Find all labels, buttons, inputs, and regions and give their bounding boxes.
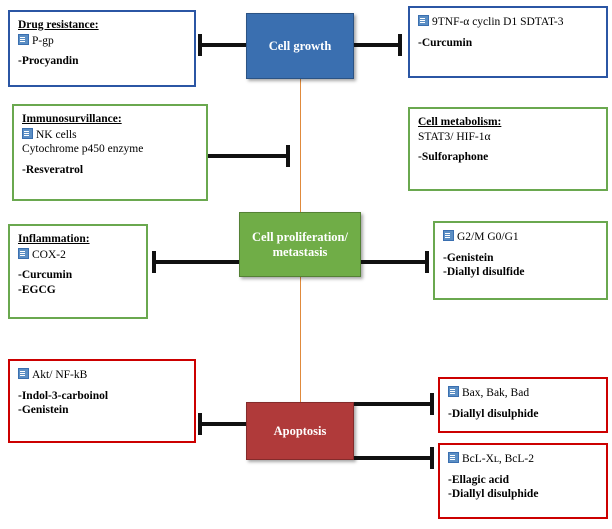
box-inflammation-heading: Inflammation: <box>18 233 90 245</box>
box-bax-target: Bax, Bak, Bad <box>448 385 598 401</box>
vertical-link-growth-to-proliferation <box>300 79 301 212</box>
box-immunosurveillance[interactable] <box>12 104 208 201</box>
box-akt-agent-1: -Indol-3-carboinol <box>18 389 109 402</box>
box-tnf-agent: -Curcumin <box>418 36 473 49</box>
vertical-link-proliferation-to-apoptosis <box>300 277 301 402</box>
box-tnf[interactable] <box>408 6 608 78</box>
box-cell-cycle-target: G2/M G0/G1 <box>443 229 598 245</box>
box-inflammation-target: COX-2 <box>18 247 138 263</box>
protein-icon <box>448 386 459 397</box>
node-apoptosis-label: Apoptosis <box>273 423 327 438</box>
box-bcl-agent-2: -Diallyl disulphide <box>448 488 539 501</box>
node-cell-proliferation[interactable] <box>239 212 361 277</box>
protein-icon <box>22 128 33 139</box>
box-cell-metabolism-agent: -Sulforaphone <box>418 151 489 164</box>
node-apoptosis[interactable] <box>246 402 354 460</box>
box-akt[interactable] <box>8 359 196 443</box>
box-drug-resistance[interactable] <box>8 10 196 87</box>
protein-icon <box>448 452 459 463</box>
box-immunosurveillance-plain: Cytochrome p450 enzyme <box>22 143 144 156</box>
box-inflammation-agent-2: -EGCG <box>18 284 56 297</box>
box-drug-resistance-agent: -Procyandin <box>18 55 79 68</box>
protein-icon <box>418 15 429 26</box>
box-akt-target: Akt/ NF-kB <box>18 367 186 383</box>
box-bax[interactable] <box>438 377 608 433</box>
box-bax-agent: -Diallyl disulphide <box>448 407 539 420</box>
box-cell-metabolism-heading: Cell metabolism: <box>418 116 502 128</box>
box-immunosurveillance-heading: Immunosurvillance: <box>22 113 122 125</box>
box-cell-metabolism[interactable] <box>408 107 608 191</box>
protein-icon <box>18 368 29 379</box>
box-bcl[interactable] <box>438 443 608 519</box>
protein-icon <box>18 248 29 259</box>
box-cell-cycle-agent-2: -Diallyl disulfide <box>443 266 525 279</box>
box-cell-cycle-agent-1: -Genistein <box>443 251 494 264</box>
node-cell-growth-label: Cell growth <box>268 38 332 53</box>
box-inflammation[interactable] <box>8 224 148 319</box>
box-immunosurveillance-agent: -Resveratrol <box>22 164 84 177</box>
box-tnf-target: 9TNF-α cyclin D1 SDTAT-3 <box>418 14 598 30</box>
box-drug-resistance-target: P-gp <box>18 33 186 49</box>
box-cell-cycle[interactable] <box>433 221 608 300</box>
box-drug-resistance-heading: Drug resistance: <box>18 19 99 31</box>
box-immunosurveillance-target: NK cells <box>22 127 198 143</box>
node-cell-growth[interactable] <box>246 13 354 79</box>
box-cell-metabolism-plain: STAT3/ HIF-1α <box>418 130 491 143</box>
protein-icon <box>18 34 29 45</box>
box-inflammation-agent-1: -Curcumin <box>18 269 73 282</box>
node-cell-proliferation-label: Cell proliferation/ metastasis <box>252 229 348 259</box>
box-bcl-agent-1: -Ellagic acid <box>448 473 510 486</box>
box-bcl-target: BcL-Xʟ, BcL-2 <box>448 451 598 467</box>
box-akt-agent-2: -Genistein <box>18 404 69 417</box>
protein-icon <box>443 230 454 241</box>
